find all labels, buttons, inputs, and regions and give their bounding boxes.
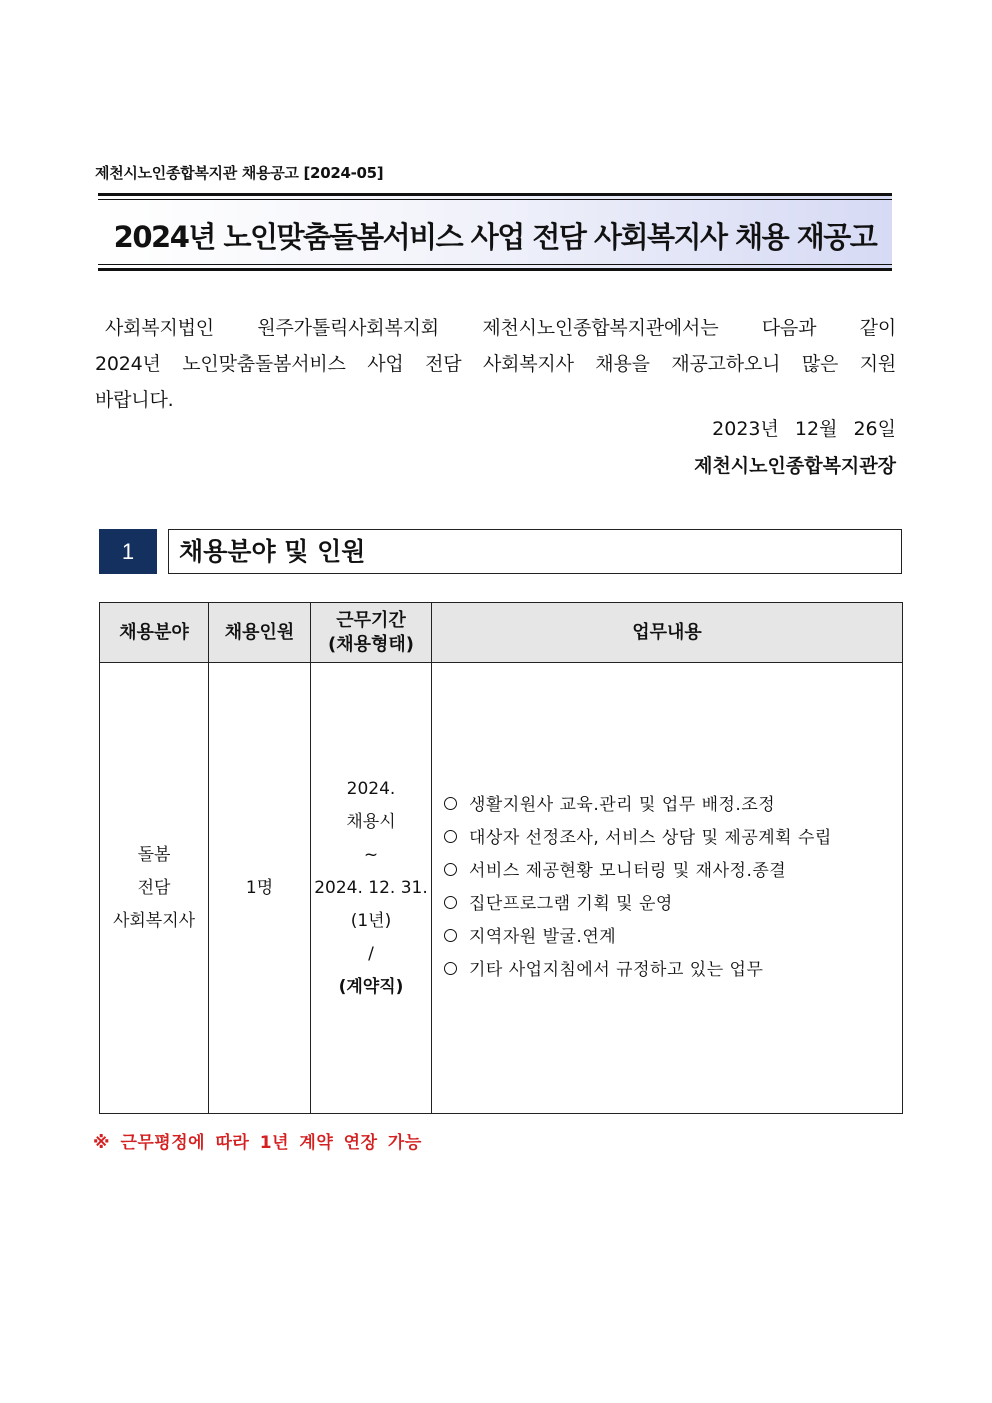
header-count: 채용인원 [209, 603, 311, 663]
period-line: (1년) [350, 910, 392, 931]
recruitment-table [99, 602, 903, 1114]
header-period [311, 603, 432, 663]
circle-bullet-icon [444, 863, 457, 876]
duty-text: 기타 사업지침에서 규정하고 있는 업무 [469, 960, 764, 980]
footnote: ※ 근무평정에 따라 1년 계약 연장 가능 [93, 1133, 422, 1153]
list-item [444, 855, 902, 888]
signer-title: 제천시노인종합복지관장 [694, 455, 896, 477]
section-number-badge: 1 [99, 529, 157, 574]
header-period-line1: 근무기간 [336, 609, 406, 631]
duty-text: 집단프로그램 기획 및 운영 [469, 894, 673, 914]
header-duties: 업무내용 [432, 603, 903, 663]
field-line: 전담 [137, 877, 171, 898]
period-line: 2024. [346, 778, 396, 799]
duty-list [432, 789, 902, 987]
period-line: 채용시 [346, 811, 396, 832]
circle-bullet-icon [444, 929, 457, 942]
duty-text: 지역자원 발굴.연계 [469, 927, 617, 947]
period-line: 2024. 12. 31. [314, 877, 428, 898]
cell-count: 1명 [209, 663, 311, 1114]
table-row [100, 663, 903, 1114]
list-item [444, 888, 902, 921]
cell-period [311, 663, 432, 1114]
notice-reference: 제천시노인종합복지관 채용공고 [2024-05] [95, 164, 384, 182]
intro-paragraph [95, 310, 896, 418]
cell-field [100, 663, 209, 1114]
page-title: 2024년 노인맞춤돌봄서비스 사업 전담 사회복지사 채용 재공고 [113, 220, 877, 254]
field-line: 돌봄 [137, 844, 171, 865]
duty-text: 생활지원사 교육.관리 및 업무 배정.조정 [469, 795, 776, 815]
table-header-row [100, 603, 903, 663]
intro-line-2: 2024년 노인맞춤돌봄서비스 사업 전담 사회복지사 채용을 재공고하오니 많은 지원 [95, 353, 896, 375]
cell-duties [432, 663, 903, 1114]
duty-text: 서비스 제공현황 모니터링 및 재사정.종결 [469, 861, 787, 881]
header-field: 채용분야 [100, 603, 209, 663]
title-banner [98, 193, 892, 271]
circle-bullet-icon [444, 896, 457, 909]
circle-bullet-icon [444, 962, 457, 975]
period-line: / [368, 943, 374, 964]
list-item [444, 822, 902, 855]
intro-line-1: 사회복지법인 원주가톨릭사회복지회 제천시노인종합복지관에서는 다음과 같이 [105, 317, 896, 339]
circle-bullet-icon [444, 830, 457, 843]
header-period-line2: (채용형태) [327, 633, 414, 655]
employment-type: (계약직) [338, 976, 404, 997]
notice-date: 2023년 12월 26일 [712, 418, 896, 440]
duty-text: 대상자 선정조사, 서비스 상담 및 제공계획 수립 [469, 828, 832, 848]
circle-bullet-icon [444, 797, 457, 810]
list-item [444, 954, 902, 987]
intro-line-3: 바랍니다. [95, 389, 174, 411]
list-item [444, 789, 902, 822]
list-item [444, 921, 902, 954]
period-line: ~ [363, 844, 379, 865]
section-title: 채용분야 및 인원 [168, 529, 902, 574]
field-line: 사회복지사 [112, 910, 196, 931]
